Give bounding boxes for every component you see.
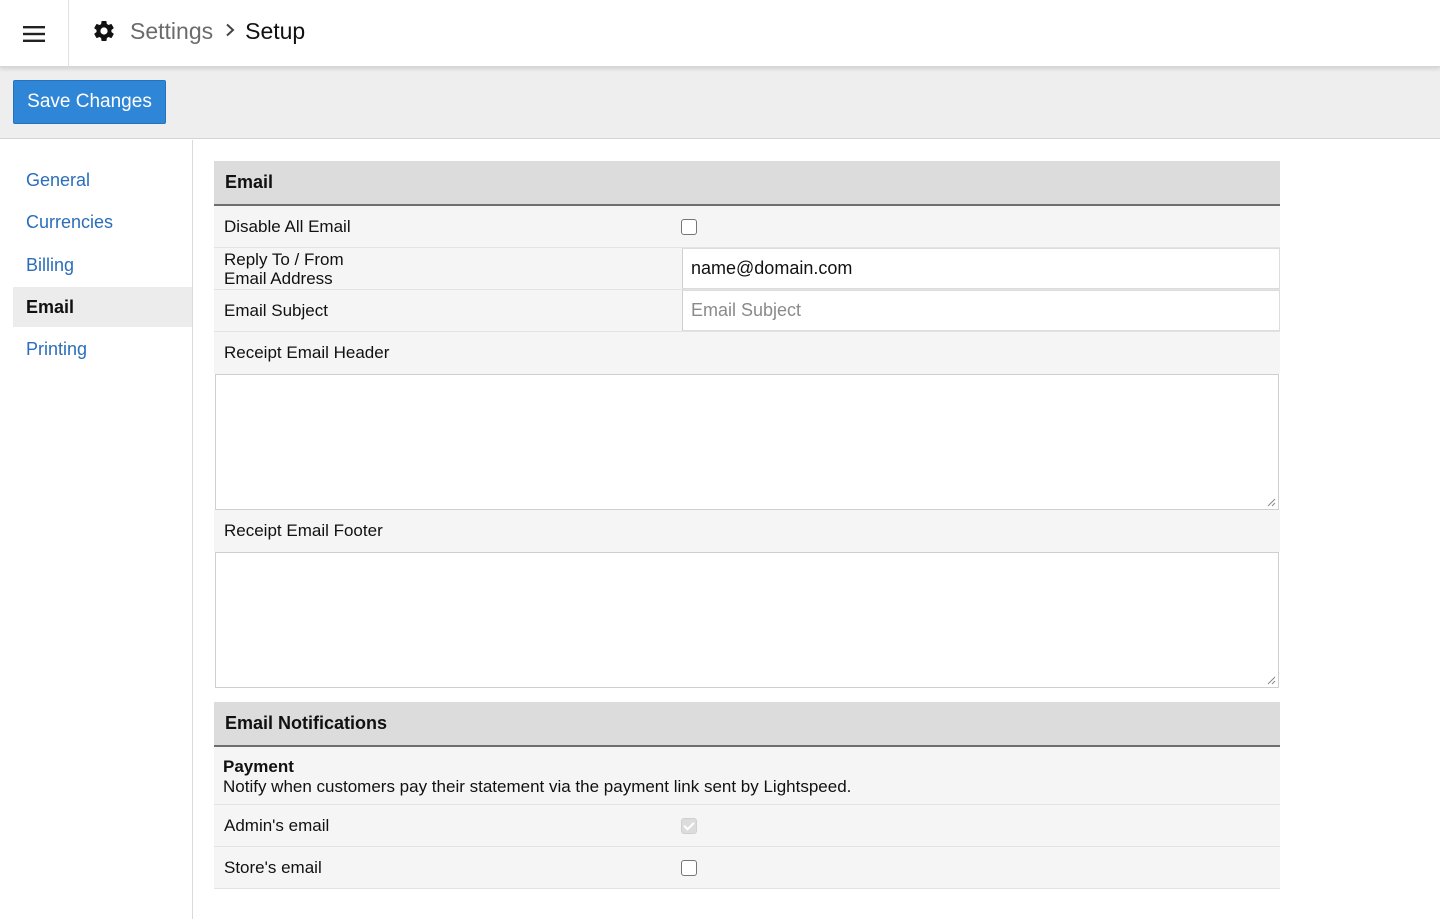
action-toolbar bbox=[0, 67, 1440, 139]
store-email-checkbox[interactable] bbox=[681, 860, 697, 876]
chevron-right-icon bbox=[225, 20, 235, 43]
resize-grip-icon[interactable] bbox=[1267, 498, 1276, 507]
hamburger-menu-icon[interactable] bbox=[0, 0, 69, 67]
receipt-footer-textarea[interactable] bbox=[215, 552, 1279, 688]
email-notifications-title: Email Notifications bbox=[214, 702, 1280, 747]
email-subject-label: Email Subject bbox=[224, 301, 328, 320]
payment-title: Payment bbox=[223, 757, 294, 776]
email-notifications-section bbox=[214, 702, 1280, 889]
resize-grip-icon[interactable] bbox=[1267, 676, 1276, 685]
top-header bbox=[0, 0, 1440, 67]
store-email-cell bbox=[682, 847, 1280, 888]
email-section bbox=[214, 161, 1280, 688]
reply-to-label-line2: Email Address bbox=[224, 268, 333, 288]
breadcrumb bbox=[92, 0, 305, 62]
admin-email-row bbox=[214, 805, 1280, 847]
sidebar-item-email[interactable]: Email bbox=[13, 287, 192, 327]
disable-all-email-cell bbox=[682, 206, 1280, 247]
sidebar-item-currencies[interactable]: Currencies bbox=[26, 211, 114, 232]
email-subject-input[interactable]: Email Subject bbox=[682, 290, 1280, 331]
store-email-row bbox=[214, 847, 1280, 889]
disable-all-email-row bbox=[214, 206, 1280, 248]
reply-to-label bbox=[214, 250, 682, 288]
save-changes-button[interactable]: Save Changes bbox=[13, 80, 166, 124]
admin-email-checkbox bbox=[681, 818, 697, 834]
reply-to-row bbox=[214, 248, 1280, 290]
reply-to-cell bbox=[682, 248, 1280, 289]
reply-to-label-line1: Reply To / From bbox=[224, 249, 344, 269]
gear-icon bbox=[92, 19, 116, 43]
disable-all-email-checkbox[interactable] bbox=[681, 219, 697, 235]
payment-description: Notify when customers pay their statement via the payment link sent by Lightspeed. bbox=[223, 777, 852, 796]
receipt-header-label: Receipt Email Header bbox=[214, 332, 1280, 374]
sidebar-item-general[interactable]: General bbox=[26, 169, 91, 190]
sidebar-item-billing[interactable]: Billing bbox=[26, 254, 75, 275]
disable-all-email-label: Disable All Email bbox=[224, 217, 351, 236]
sidebar-item-printing[interactable]: Printing bbox=[26, 338, 88, 359]
payment-notification-info bbox=[214, 747, 1280, 805]
reply-to-email-input[interactable]: name@domain.com bbox=[682, 248, 1280, 289]
admin-email-label: Admin's email bbox=[224, 816, 330, 835]
email-subject-row bbox=[214, 290, 1280, 332]
email-subject-cell bbox=[682, 290, 1280, 331]
email-section-title: Email bbox=[214, 161, 1280, 206]
breadcrumb-settings-link[interactable]: Settings bbox=[130, 17, 214, 44]
store-email-label: Store's email bbox=[224, 858, 322, 877]
settings-sidebar bbox=[0, 140, 193, 919]
admin-email-cell bbox=[682, 805, 1280, 846]
receipt-header-textarea[interactable] bbox=[215, 374, 1279, 510]
breadcrumb-current: Setup bbox=[245, 17, 306, 44]
receipt-footer-label: Receipt Email Footer bbox=[214, 510, 1280, 552]
